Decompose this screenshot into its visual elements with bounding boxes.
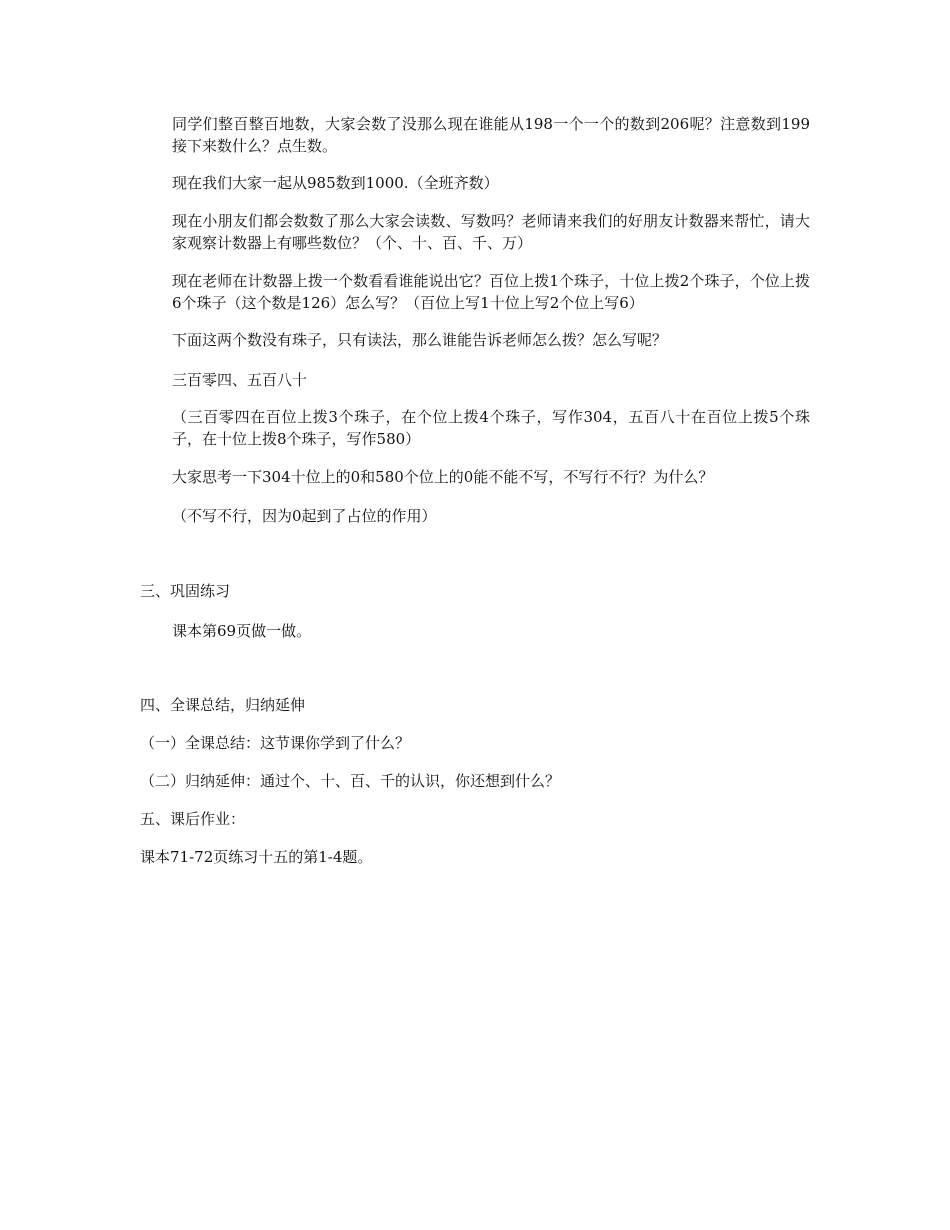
summary-item-1: （一）全课总结：这节课你学到了什么？: [140, 734, 411, 752]
section-heading-summary: 四、全课总结，归纳延伸: [140, 696, 306, 714]
paragraph-zero-answer: （不写不行，因为0起到了占位的作用）: [172, 507, 437, 525]
paragraph-homework: 课本71-72页练习十五的第1-4题。: [140, 848, 373, 866]
paragraph-numbers-words: 三百零四、五百八十: [172, 371, 308, 389]
paragraph-zero-question: 大家思考一下304十位上的0和580个位上的0能不能不写，不写行不行？为什么？: [172, 468, 714, 486]
section-heading-practice: 三、巩固练习: [140, 582, 231, 600]
paragraph-textbook-69: 课本第69页做一做。: [172, 622, 312, 640]
paragraph-304-580-explanation: （三百零四在百位上拨3个珠子，在个位上拨4个珠子，写作304，五百八十在百位上拨5个珠子，在十位上拨8个珠子，写作580）: [172, 408, 810, 448]
paragraph-count-985-1000: 现在我们大家一起从985数到1000.（全班齐数）: [172, 174, 499, 192]
section-heading-homework: 五、课后作业：: [140, 810, 246, 828]
paragraph-counter-intro: 现在小朋友们都会数数了那么大家会读数、写数吗？老师请来我们的好朋友计数器来帮忙，请大家观察计数器上有哪些数位？（个、十、百、千、万）: [172, 212, 810, 252]
paragraph-counter-126: 现在老师在计数器上拨一个数看看谁能说出它？百位上拨1个珠子，十位上拨2个珠子，个位上拨6个珠子（这个数是126）怎么写？（百位上写1十位上写2个位上写6）: [172, 272, 810, 312]
summary-item-2: （二）归纳延伸：通过个、十、百、千的认识，你还想到什么？: [140, 772, 561, 790]
paragraph-counting-198-206: 同学们整百整百地数，大家会数了没那么现在谁能从198一个一个的数到206呢？注意数到199接下来数什么？点生数。: [172, 115, 810, 155]
paragraph-no-beads: 下面这两个数没有珠子，只有读法，那么谁能告诉老师怎么拨？怎么写呢？: [172, 331, 668, 349]
